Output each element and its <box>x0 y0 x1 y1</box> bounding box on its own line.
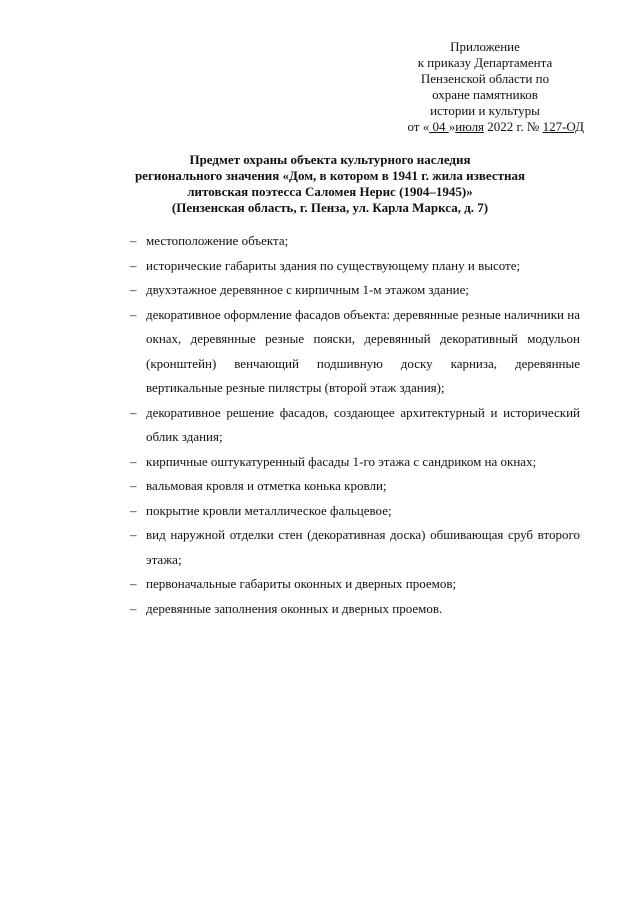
list-item <box>130 572 580 597</box>
appendix-header <box>380 39 590 135</box>
list-item-text: первоначальные габариты оконных и дверных проемов; <box>146 576 457 591</box>
title-line-1: Предмет охраны объекта культурного наследия <box>189 152 471 167</box>
dash-bullet: – <box>130 502 137 518</box>
list-item <box>130 229 580 254</box>
appendix-line-3: Пензенской области по <box>420 71 550 86</box>
order-number: 127-ОД <box>542 119 584 134</box>
list-item-text: вид наружной отделки стен (декоративная доска) обшивающая сруб второго этажа; <box>146 527 580 567</box>
list-item <box>130 278 580 303</box>
dash-bullet: – <box>130 306 137 322</box>
list-item-text: деревянные заполнения оконных и дверных проемов. <box>146 600 443 616</box>
order-day: 04 <box>429 119 449 134</box>
dash-bullet: – <box>130 527 137 542</box>
list-item-text: исторические габариты здания по существующему плану и высоте; <box>146 257 521 273</box>
title-line-4: (Пензенская область, г. Пенза, ул. Карла Маркса, д. 7) <box>171 200 489 215</box>
list-item-text: декоративное решение фасадов, создающее архитектурный и исторический облик здания; <box>146 404 580 444</box>
list-item <box>130 303 580 401</box>
document-title <box>120 152 540 216</box>
list-item-text: двухэтажное деревянное с кирпичным 1-м этажом здание; <box>146 282 470 297</box>
protection-items-list <box>130 229 580 621</box>
order-month: июля <box>455 119 485 134</box>
list-item <box>130 499 580 524</box>
dash-bullet: – <box>130 282 137 297</box>
list-item <box>130 597 580 622</box>
dash-bullet: – <box>130 600 137 616</box>
list-item-text: покрытие кровли металлическое фальцевое; <box>146 502 392 518</box>
list-item <box>130 401 580 450</box>
list-item <box>130 523 580 572</box>
order-year: 2022 г. № <box>484 119 543 134</box>
appendix-line-4: охране памятников <box>432 87 538 102</box>
title-line-2: регионального значения «Дом, в котором в 1941 г. жила известная <box>134 168 526 183</box>
dash-bullet: – <box>130 478 137 493</box>
dash-bullet: – <box>130 257 137 273</box>
list-item <box>130 254 580 279</box>
dash-bullet: – <box>130 453 137 469</box>
appendix-line-1: Приложение <box>450 39 520 54</box>
appendix-line-2: к приказу Департамента <box>417 55 553 70</box>
list-item-text: кирпичные оштукатуренный фасады 1-го этажа с сандриком на окнах; <box>146 453 537 469</box>
list-item <box>130 474 580 499</box>
date-mid: » <box>448 119 456 134</box>
list-item-text: местоположение объекта; <box>146 233 289 248</box>
dash-bullet: – <box>130 233 137 248</box>
list-item <box>130 450 580 475</box>
title-line-3: литовская поэтесса Саломея Нерис (1904–1945)» <box>187 184 473 199</box>
dash-bullet: – <box>130 576 137 591</box>
dash-bullet: – <box>130 404 137 420</box>
date-prefix: от « <box>407 119 430 134</box>
appendix-line-5: истории и культуры <box>430 103 540 118</box>
order-date-number <box>380 119 584 135</box>
list-item-text: декоративное оформление фасадов объекта: деревянные резные наличники на окнах, деревянные резные пояски, деревянный декоративный модульон (кронштейн) венчающий подшивную доску карниза, деревянные вертикальные резные пилястры (второй этаж здания); <box>146 306 580 395</box>
list-item-text: вальмовая кровля и отметка конька кровли; <box>146 478 387 493</box>
